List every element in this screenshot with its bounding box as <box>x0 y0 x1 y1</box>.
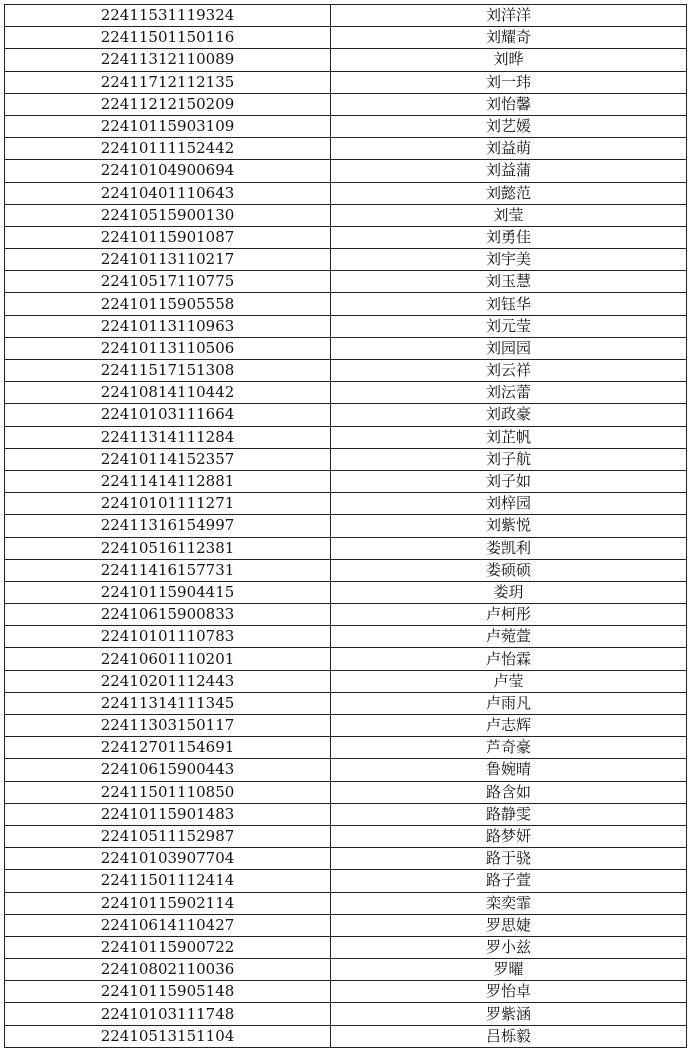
student-name-cell: 卢怡霖 <box>331 648 687 670</box>
table-row <box>5 759 687 781</box>
student-id-cell: 22411414112881 <box>5 470 331 492</box>
student-id-cell: 22412701154691 <box>5 737 331 759</box>
student-name-cell: 刘洋洋 <box>331 5 687 27</box>
student-name-cell: 栾奕霏 <box>331 892 687 914</box>
table-row <box>5 470 687 492</box>
student-name-cell: 路含如 <box>331 781 687 803</box>
table-row <box>5 493 687 515</box>
student-id-cell: 22410115905558 <box>5 293 331 315</box>
student-id-cell: 22411531119324 <box>5 5 331 27</box>
student-name-cell: 刘宇美 <box>331 249 687 271</box>
student-name-cell: 卢菀萱 <box>331 626 687 648</box>
table-row <box>5 648 687 670</box>
student-name-cell: 罗小兹 <box>331 936 687 958</box>
student-name-cell: 刘益蒲 <box>331 160 687 182</box>
student-name-cell: 刘钰华 <box>331 293 687 315</box>
student-name-cell: 卢雨凡 <box>331 692 687 714</box>
student-name-cell: 刘艺媛 <box>331 115 687 137</box>
student-id-cell: 22410113110217 <box>5 249 331 271</box>
table-row <box>5 537 687 559</box>
table-row <box>5 981 687 1003</box>
student-id-cell: 22410201112443 <box>5 670 331 692</box>
student-id-cell: 22411416157731 <box>5 559 331 581</box>
student-name-cell: 卢志辉 <box>331 715 687 737</box>
table-row <box>5 692 687 714</box>
table-row <box>5 737 687 759</box>
student-name-cell: 刘晔 <box>331 49 687 71</box>
student-name-cell: 娄硕硕 <box>331 559 687 581</box>
student-name-cell: 卢柯彤 <box>331 604 687 626</box>
student-id-cell: 22410101110783 <box>5 626 331 648</box>
student-name-cell: 刘莹 <box>331 204 687 226</box>
student-id-cell: 22410113110506 <box>5 337 331 359</box>
student-name-cell: 刘玉慧 <box>331 271 687 293</box>
table-row <box>5 182 687 204</box>
student-id-cell: 22410601110201 <box>5 648 331 670</box>
table-row <box>5 936 687 958</box>
student-id-cell: 22411212150209 <box>5 93 331 115</box>
table-row <box>5 315 687 337</box>
table-row <box>5 204 687 226</box>
student-id-cell: 22410615900443 <box>5 759 331 781</box>
table-row <box>5 892 687 914</box>
student-id-cell: 22410814110442 <box>5 382 331 404</box>
table-row <box>5 5 687 27</box>
student-name-cell: 刘元莹 <box>331 315 687 337</box>
table-row <box>5 27 687 49</box>
student-name-cell: 路梦妍 <box>331 825 687 847</box>
table-row <box>5 870 687 892</box>
student-name-cell: 芦奇豪 <box>331 737 687 759</box>
student-id-cell: 22410513151104 <box>5 1025 331 1047</box>
student-name-cell: 刘云祥 <box>331 360 687 382</box>
student-name-cell: 刘沄蕾 <box>331 382 687 404</box>
student-name-cell: 刘懿范 <box>331 182 687 204</box>
table-row <box>5 959 687 981</box>
student-id-cell: 22411501110850 <box>5 781 331 803</box>
table-row <box>5 1025 687 1047</box>
table-row <box>5 448 687 470</box>
student-name-cell: 卢莹 <box>331 670 687 692</box>
table-row <box>5 71 687 93</box>
table-row <box>5 515 687 537</box>
student-name-cell: 罗曜 <box>331 959 687 981</box>
table-row <box>5 914 687 936</box>
student-id-cell: 22410111152442 <box>5 138 331 160</box>
student-id-cell: 22411303150117 <box>5 715 331 737</box>
table-row <box>5 581 687 603</box>
student-id-cell: 22410802110036 <box>5 959 331 981</box>
table-row <box>5 404 687 426</box>
student-name-cell: 娄玥 <box>331 581 687 603</box>
student-id-cell: 22410115904415 <box>5 581 331 603</box>
table-row <box>5 604 687 626</box>
table-row <box>5 226 687 248</box>
student-id-cell: 22411517151308 <box>5 360 331 382</box>
table-row <box>5 781 687 803</box>
student-id-cell: 22410615900833 <box>5 604 331 626</box>
student-name-cell: 罗怡卓 <box>331 981 687 1003</box>
student-name-cell: 刘勇佳 <box>331 226 687 248</box>
table-row <box>5 115 687 137</box>
table-row <box>5 337 687 359</box>
student-id-cell: 22411314111345 <box>5 692 331 714</box>
table-row <box>5 271 687 293</box>
student-name-cell: 刘政豪 <box>331 404 687 426</box>
student-id-cell: 22410115902114 <box>5 892 331 914</box>
student-id-cell: 22411712112135 <box>5 71 331 93</box>
student-name-cell: 路静雯 <box>331 803 687 825</box>
table-row <box>5 626 687 648</box>
table-row <box>5 848 687 870</box>
student-id-cell: 22410517110775 <box>5 271 331 293</box>
student-id-cell: 22410101111271 <box>5 493 331 515</box>
student-id-cell: 22410115905148 <box>5 981 331 1003</box>
student-id-cell: 22410103111664 <box>5 404 331 426</box>
student-name-cell: 罗紫涵 <box>331 1003 687 1025</box>
table-row <box>5 1003 687 1025</box>
student-name-cell: 吕栎毅 <box>331 1025 687 1047</box>
student-name-cell: 刘一玮 <box>331 71 687 93</box>
student-id-cell: 22410103111748 <box>5 1003 331 1025</box>
table-row <box>5 249 687 271</box>
student-name-cell: 刘紫悦 <box>331 515 687 537</box>
table-row <box>5 559 687 581</box>
student-id-cell: 22410114152357 <box>5 448 331 470</box>
student-id-cell: 22410115900722 <box>5 936 331 958</box>
table-row <box>5 715 687 737</box>
student-name-cell: 路子萱 <box>331 870 687 892</box>
student-name-cell: 罗思婕 <box>331 914 687 936</box>
student-id-cell: 22410614110427 <box>5 914 331 936</box>
table-row <box>5 825 687 847</box>
student-name-cell: 鲁婉晴 <box>331 759 687 781</box>
student-name-cell: 娄凯利 <box>331 537 687 559</box>
student-id-cell: 22411316154997 <box>5 515 331 537</box>
table-row <box>5 670 687 692</box>
student-id-cell: 22411501112414 <box>5 870 331 892</box>
table-row <box>5 49 687 71</box>
table-row <box>5 160 687 182</box>
student-id-cell: 22411501150116 <box>5 27 331 49</box>
student-id-cell: 22411312110089 <box>5 49 331 71</box>
student-roster-table <box>4 4 687 1048</box>
table-row <box>5 803 687 825</box>
student-id-cell: 22411314111284 <box>5 426 331 448</box>
student-name-cell: 刘益萌 <box>331 138 687 160</box>
table-row <box>5 426 687 448</box>
table-row <box>5 138 687 160</box>
student-id-cell: 22410103907704 <box>5 848 331 870</box>
student-id-cell: 22410113110963 <box>5 315 331 337</box>
table-row <box>5 293 687 315</box>
student-id-cell: 22410104900694 <box>5 160 331 182</box>
table-row <box>5 93 687 115</box>
roster-body <box>5 5 687 1048</box>
table-row <box>5 382 687 404</box>
student-name-cell: 刘芷帆 <box>331 426 687 448</box>
student-id-cell: 22410115901087 <box>5 226 331 248</box>
student-name-cell: 刘耀奇 <box>331 27 687 49</box>
student-name-cell: 刘子航 <box>331 448 687 470</box>
student-name-cell: 路于骁 <box>331 848 687 870</box>
student-id-cell: 22410115903109 <box>5 115 331 137</box>
student-name-cell: 刘子如 <box>331 470 687 492</box>
student-name-cell: 刘梓园 <box>331 493 687 515</box>
student-name-cell: 刘园园 <box>331 337 687 359</box>
student-id-cell: 22410511152987 <box>5 825 331 847</box>
table-row <box>5 360 687 382</box>
student-id-cell: 22410516112381 <box>5 537 331 559</box>
student-name-cell: 刘怡馨 <box>331 93 687 115</box>
student-id-cell: 22410515900130 <box>5 204 331 226</box>
student-id-cell: 22410115901483 <box>5 803 331 825</box>
student-id-cell: 22410401110643 <box>5 182 331 204</box>
